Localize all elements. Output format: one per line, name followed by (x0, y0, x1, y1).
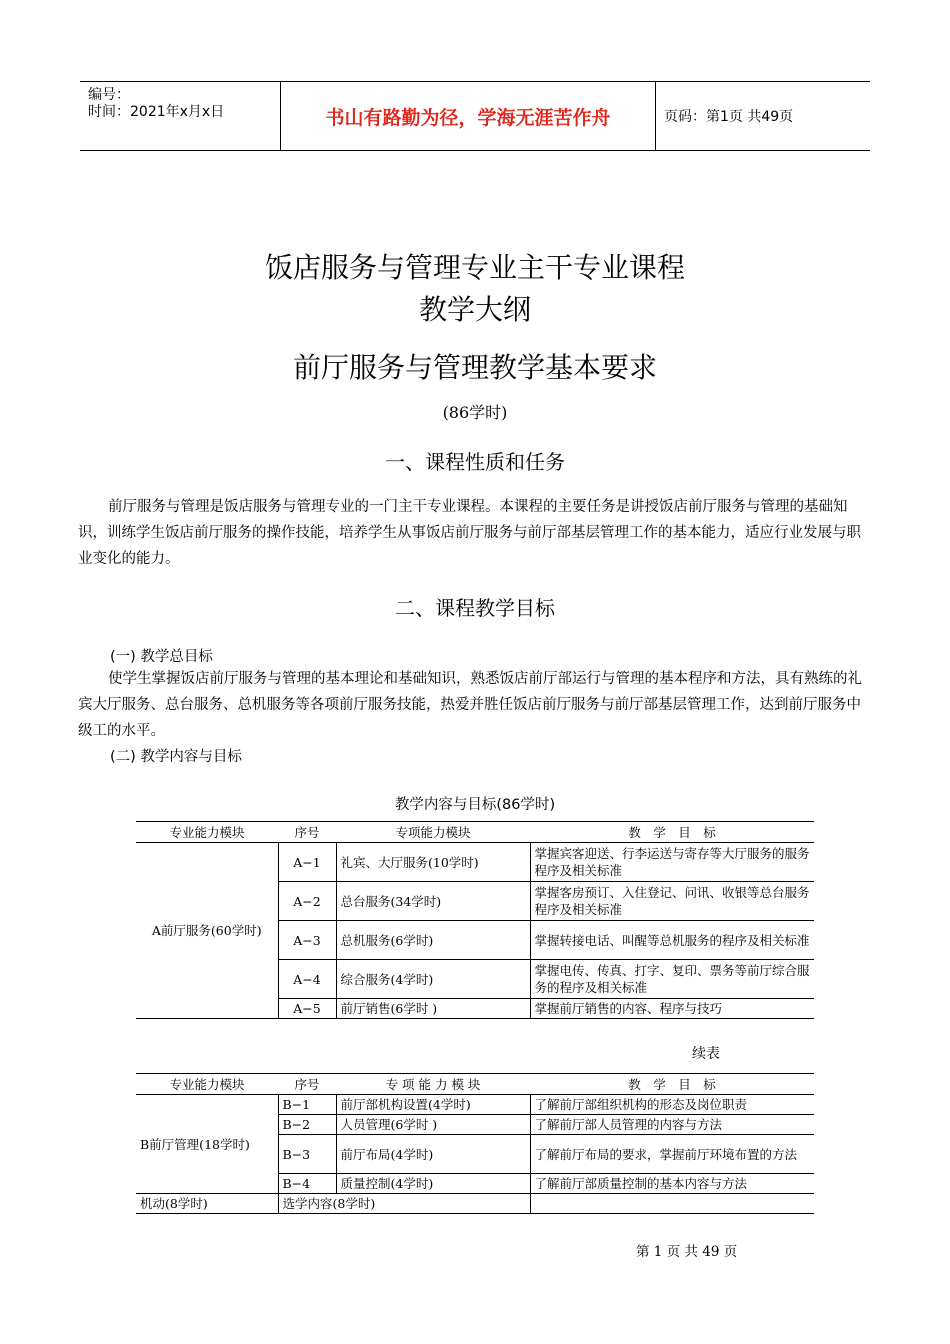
row-module: 礼宾、大厅服务(10学时) (336, 843, 530, 882)
row-module: 前厅部机构设置(4学时) (336, 1095, 530, 1115)
row-number: A−2 (278, 882, 336, 921)
subsection1-body: 使学生掌握饭店前厅服务与管理的基本理论和基础知识，熟悉饭店前厅部运行与管理的基本程序和方法，具有熟练的礼宾大厅服务、总台服务、总机服务等各项前厅服务技能，热爱并胜任饭店前厅服务与前厅部基层管理工作，达到前厅服务中级工的水平。 (78, 671, 862, 739)
row-number: A−3 (278, 921, 336, 960)
row-module: 总机服务(6学时) (336, 921, 530, 960)
row-goal: 掌握客房预订、入住登记、问讯、收银等总台服务程序及相关标准 (530, 882, 814, 921)
table-row (136, 1095, 814, 1115)
doc-title-line2: 教学大纲 (418, 293, 531, 326)
flex-group-cell: 机动(8学时) (136, 1194, 278, 1214)
page-footer: 第 1 页 共 49 页 (636, 1244, 738, 1260)
doc-hours: (86学时) (442, 403, 508, 422)
empty-goal-cell (530, 1194, 814, 1214)
section2-title: 二、课程教学目标 (395, 596, 555, 620)
section1-title: 一、课程性质和任务 (385, 450, 565, 474)
continued-label: 续表 (692, 1046, 720, 1062)
table-caption: 教学内容与目标(86学时) (394, 797, 556, 813)
table-row (136, 1194, 814, 1214)
row-goal: 掌握电传、传真、打字、复印、票务等前厅综合服务的程序及相关标准 (530, 960, 814, 999)
content-table-2 (136, 1073, 814, 1214)
row-number: B−3 (278, 1135, 336, 1174)
row-goal: 了解前厅部组织机构的形态及岗位职责 (530, 1095, 814, 1115)
row-number: B−1 (278, 1095, 336, 1115)
group-cell: A前厅服务(60学时) (136, 843, 278, 1019)
subsection1-label: (一) 教学总目标 (110, 649, 213, 665)
header-cell: 序号 (278, 1074, 336, 1095)
row-module: 前厅布局(4学时) (336, 1135, 530, 1174)
row-goal: 掌握宾客迎送、行李运送与寄存等大厅服务的服务程序及相关标准 (530, 843, 814, 882)
doc-title-line1: 饭店服务与管理专业主干专业课程 (264, 251, 685, 284)
section1-body: 前厅服务与管理是饭店服务与管理专业的一门主干专业课程。本课程的主要任务是讲授饭店前厅服务与管理的基础知识，训练学生饭店前厅服务的操作技能，培养学生从事饭店前厅服务与前厅部基层管理工作的基本能力，适应行业发展与职业变化的能力。 (78, 499, 861, 567)
header-cell: 专业能力模块 (136, 1074, 278, 1095)
row-module: 综合服务(4学时) (336, 960, 530, 999)
header-cell: 专 项 能 力 模 块 (336, 1074, 530, 1095)
row-module: 质量控制(4学时) (336, 1174, 530, 1194)
row-goal: 了解前厅部质量控制的基本内容与方法 (530, 1174, 814, 1194)
row-module: 人员管理(6学时 ) (336, 1115, 530, 1135)
header-motto: 书山有路勤为径，学海无涯苦作舟 (281, 82, 656, 150)
header-cell: 专项能力模块 (336, 822, 530, 843)
table-row (136, 843, 814, 882)
row-goal: 掌握转接电话、叫醒等总机服务的程序及相关标准 (530, 921, 814, 960)
row-number: A−5 (278, 999, 336, 1019)
header-cell: 教 学 目 标 (530, 822, 814, 843)
row-goal: 掌握前厅销售的内容、程序与技巧 (530, 999, 814, 1019)
content-table-1 (136, 821, 814, 1019)
header-page-info: 页码：第1页 共49页 (664, 109, 794, 125)
row-number: A−4 (278, 960, 336, 999)
row-goal: 了解前厅布局的要求，掌握前厅环境布置的方法 (530, 1135, 814, 1174)
doc-subtitle: 前厅服务与管理教学基本要求 (292, 351, 657, 384)
row-number: A−1 (278, 843, 336, 882)
group-cell: B前厅管理(18学时) (136, 1095, 278, 1194)
row-number: B−2 (278, 1115, 336, 1135)
elective-content-cell: 选学内容(8学时) (278, 1194, 530, 1214)
doc-number-label: 编号： (88, 87, 130, 103)
row-goal: 了解前厅部人员管理的内容与方法 (530, 1115, 814, 1135)
row-module: 前厅销售(6学时 ) (336, 999, 530, 1019)
subsection2-label: (二) 教学内容与目标 (110, 749, 242, 765)
row-module: 总台服务(34学时) (336, 882, 530, 921)
header-meta (80, 82, 281, 150)
header-cell: 序号 (278, 822, 336, 843)
doc-time-label: 时间：2021年x月x日 (88, 104, 225, 120)
row-number: B−4 (278, 1174, 336, 1194)
page-header (80, 81, 870, 151)
table-header-row (136, 1074, 814, 1095)
header-cell: 专业能力模块 (136, 822, 278, 843)
table-header-row (136, 822, 814, 843)
header-cell: 教 学 目 标 (530, 1074, 814, 1095)
